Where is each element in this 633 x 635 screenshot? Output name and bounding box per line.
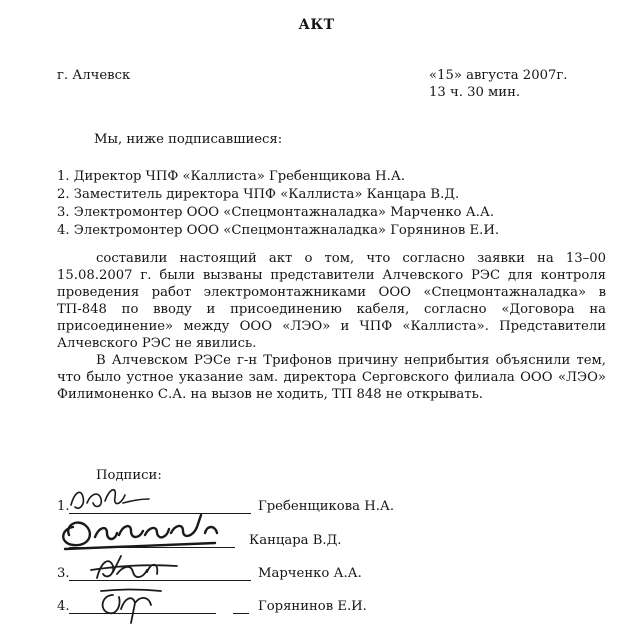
signature-line bbox=[233, 599, 249, 614]
signatory-name: Гребенщикова Н.А. bbox=[258, 499, 395, 514]
member-item: 3. Электромонтер ООО «Спецмонтажналадка» Марченко А.А. bbox=[57, 205, 495, 220]
signatory-name: Горянинов Е.И. bbox=[258, 599, 367, 614]
member-item: 2. Заместитель директора ЧПФ «Каллиста» Канцара В.Д. bbox=[57, 187, 460, 202]
document-title: АКТ bbox=[298, 17, 335, 33]
members-list bbox=[57, 168, 499, 240]
body-paragraph: В Алчевском РЭСе г-н Трифонов причину неприбытия объяснили тем, что было устное указание зам. директора Серговского филиала ООО «ЛЭО» Филимоненко С.А. на вызов не ходить, ТП 848 не открывать. bbox=[57, 353, 606, 402]
signature-row bbox=[57, 599, 617, 621]
handwritten-signature-3 bbox=[87, 552, 187, 586]
signature-number: 4. bbox=[57, 599, 70, 614]
body-paragraph: составили настоящий акт о том, что согласно заявки на 13–00 15.08.2007 г. были вызваны представители Алчевского РЭС для контроля проведения работ электромонтажниками ООО «Спецмонтажналадка» в ТП-848 по вводу и присоединению кабеля, согласно «Договора на присоединение» между ООО «ЛЭО» и ЧПФ «Каллиста». Представители Алчевского РЭС не явились. bbox=[57, 251, 606, 351]
handwritten-signature-4 bbox=[91, 585, 171, 625]
document-date: «15» августа 2007г. bbox=[429, 68, 568, 83]
signature-number: 3. bbox=[57, 566, 70, 581]
signatory-name: Канцара В.Д. bbox=[249, 533, 342, 548]
signatory-name: Марченко А.А. bbox=[258, 566, 362, 581]
city: г. Алчевск bbox=[57, 68, 131, 83]
act-body bbox=[57, 250, 606, 403]
document-time: 13 ч. 30 мин. bbox=[429, 85, 521, 100]
handwritten-signature-2 bbox=[55, 507, 235, 555]
signatures-label: Подписи: bbox=[96, 468, 162, 483]
member-item: 4. Электромонтер ООО «Спецмонтажналадка» Горянинов Е.И. bbox=[57, 223, 500, 238]
member-item: 1. Директор ЧПФ «Каллиста» Гребенщикова Н.А. bbox=[57, 169, 406, 184]
intro-line: Мы, ниже подписавшиеся: bbox=[94, 132, 283, 147]
signature-number: 1. bbox=[57, 499, 70, 514]
